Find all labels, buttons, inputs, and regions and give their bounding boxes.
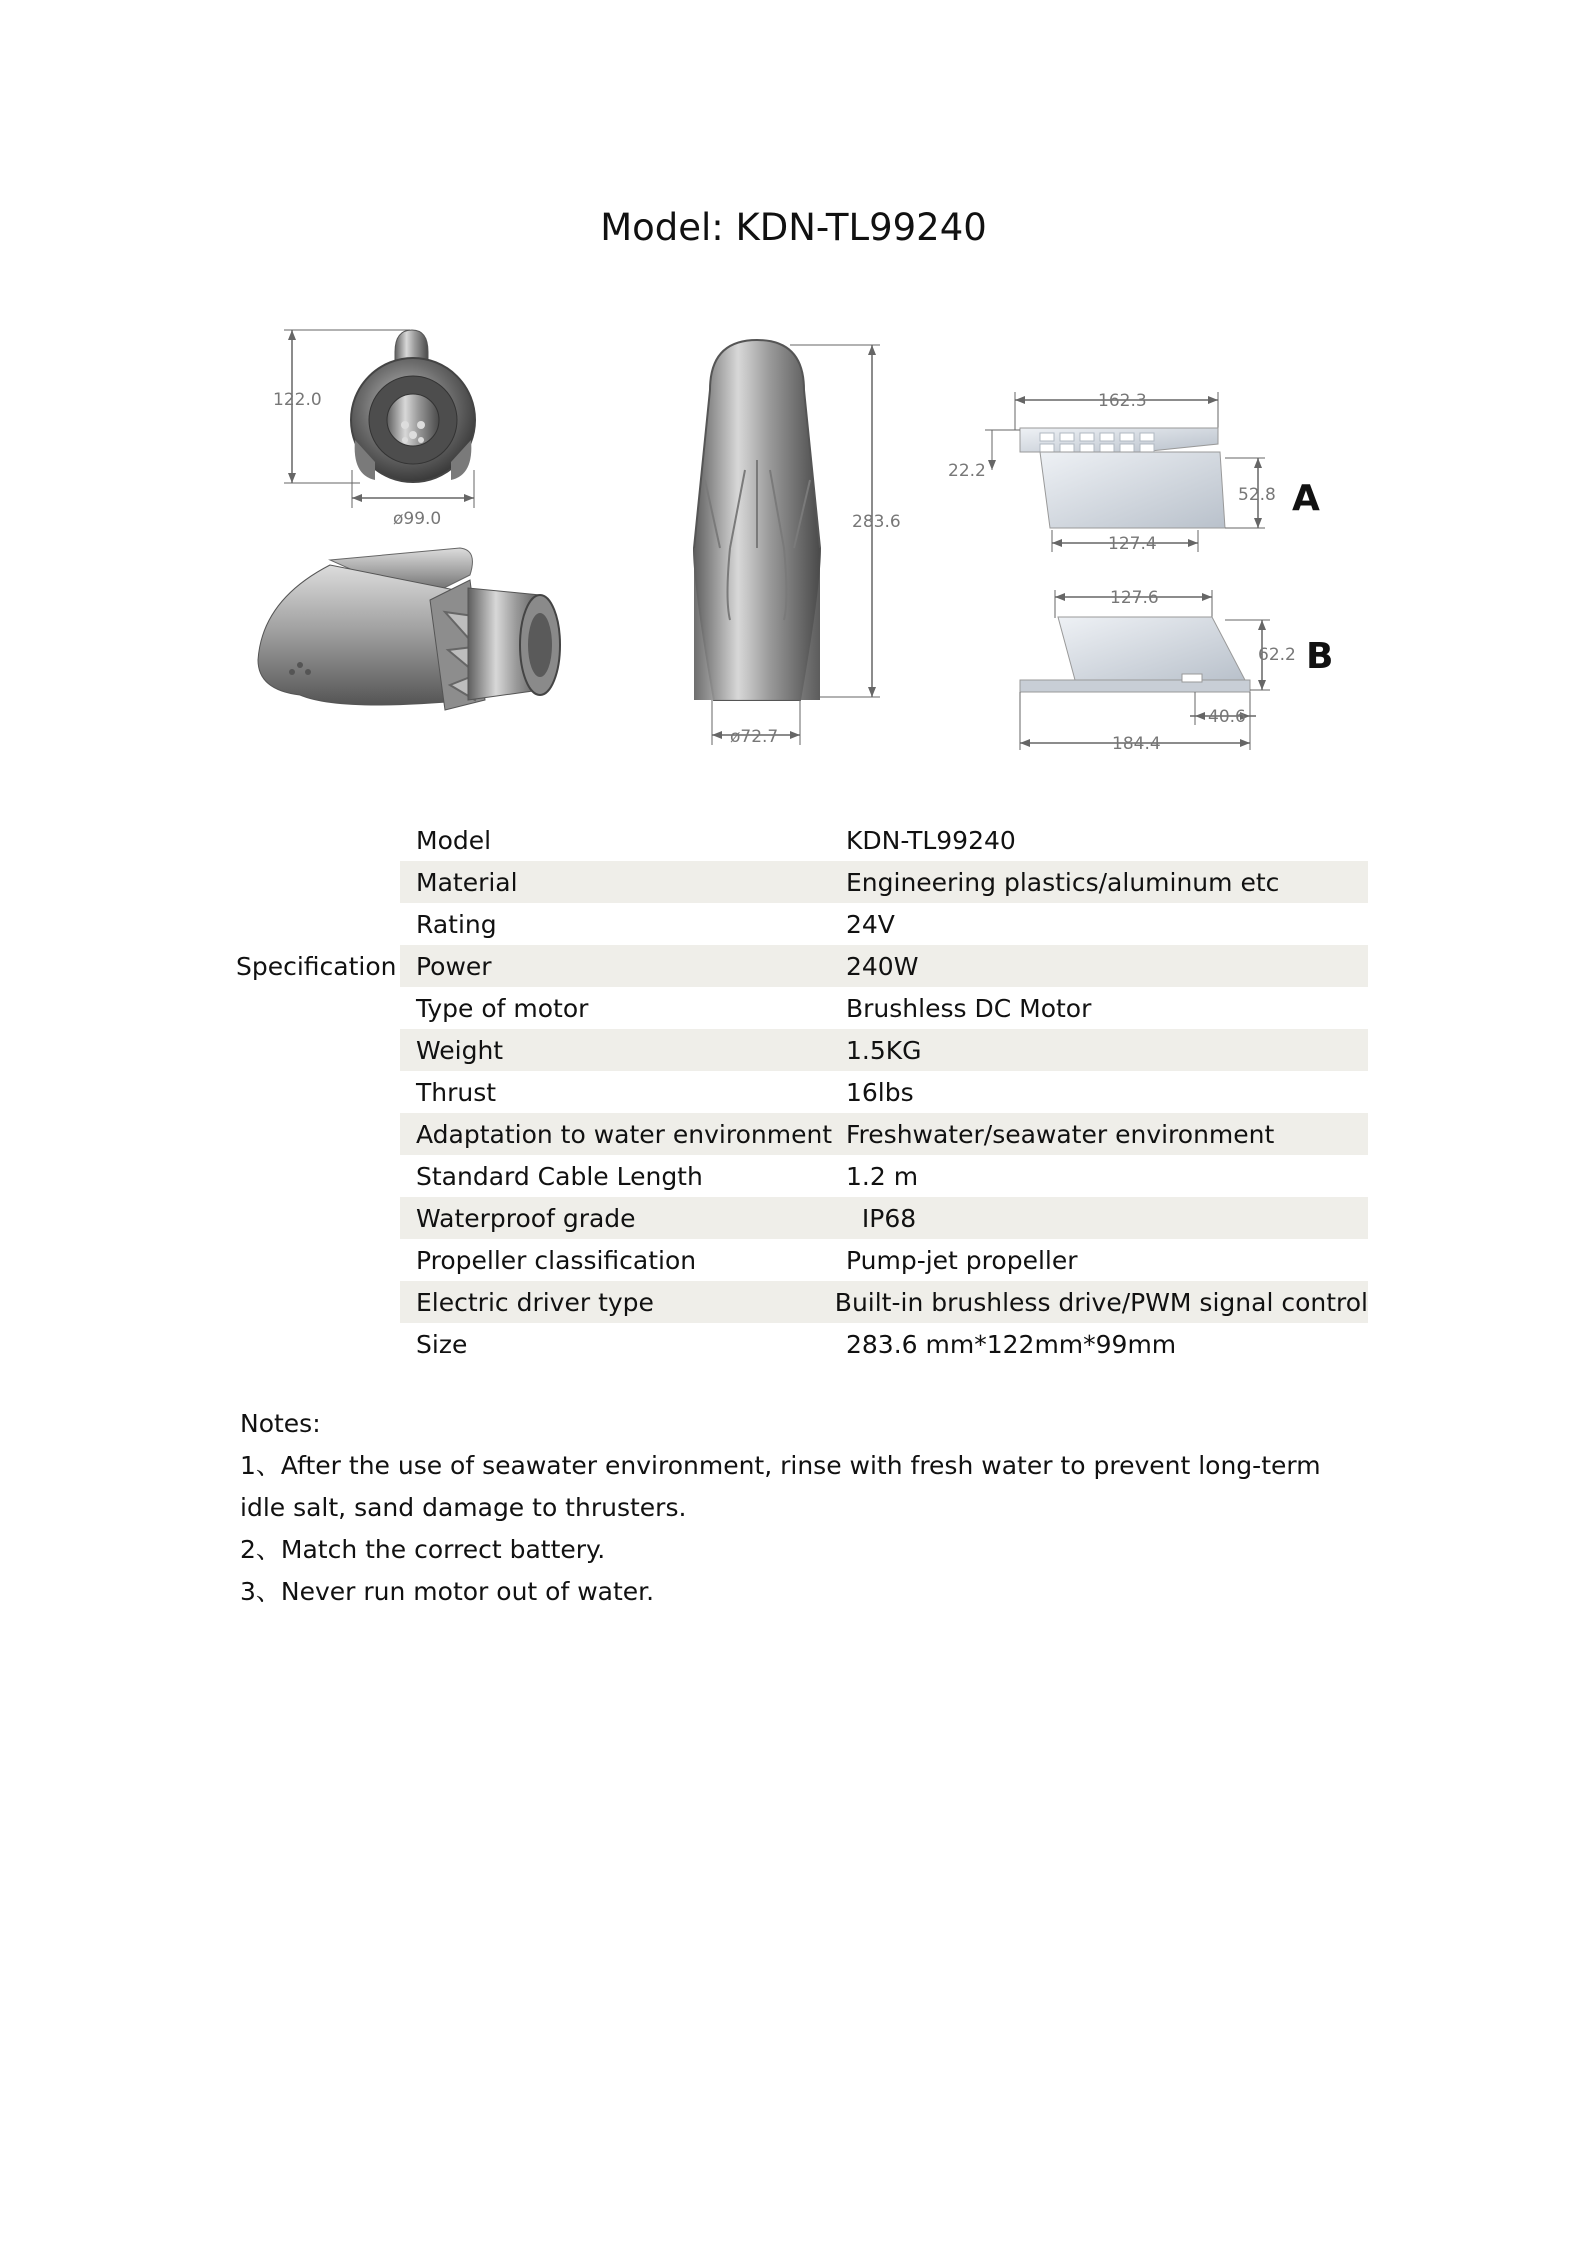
- fin-b-drawing: [1020, 588, 1333, 754]
- spec-key: Type of motor: [416, 993, 589, 1023]
- spec-value: Freshwater/seawater environment: [846, 1119, 1275, 1149]
- fin-a-left-dim: 22.2: [948, 461, 986, 481]
- product-drawings: [0, 0, 1587, 780]
- spec-value: Pump-jet propeller: [846, 1245, 1078, 1275]
- notes-heading: Notes:: [240, 1409, 321, 1438]
- side-diameter-dim: ø72.7: [730, 727, 779, 747]
- table-row: [400, 819, 1368, 861]
- spec-key: Thrust: [416, 1077, 497, 1107]
- spec-value: Engineering plastics/aluminum etc: [846, 867, 1280, 897]
- spec-value: 16lbs: [846, 1077, 914, 1107]
- fin-b-label: B: [1306, 636, 1334, 677]
- fin-b-offset-dim: 40.6: [1208, 707, 1246, 727]
- spec-key: Propeller classification: [416, 1245, 697, 1275]
- note-item: 3、Never run motor out of water.: [240, 1577, 655, 1606]
- fin-a-drawing: [948, 391, 1320, 554]
- table-row: [400, 903, 1368, 945]
- fin-a-top-dim: 162.3: [1098, 391, 1147, 411]
- fin-a-bottom-dim: 127.4: [1108, 534, 1157, 554]
- spec-key: Size: [416, 1329, 468, 1359]
- front-view-drawing: [273, 330, 475, 529]
- fin-a-height-dim: 52.8: [1238, 485, 1276, 505]
- specification-label: Specification: [236, 952, 397, 981]
- fin-a-label: A: [1292, 478, 1320, 519]
- spec-value: 24V: [846, 909, 895, 939]
- spec-table: [400, 819, 1368, 1365]
- spec-key: Rating: [416, 909, 497, 939]
- table-row: [400, 945, 1368, 987]
- side-length-dim: 283.6: [852, 512, 901, 532]
- table-row: [400, 1029, 1368, 1071]
- spec-value: IP68: [846, 1203, 917, 1233]
- table-row: [400, 1281, 1368, 1323]
- spec-value: Built-in brushless drive/PWM signal control: [834, 1287, 1368, 1317]
- spec-value: 283.6 mm*122mm*99mm: [846, 1329, 1177, 1359]
- page-title: Model: KDN-TL99240: [600, 206, 987, 249]
- table-row: [400, 861, 1368, 903]
- spec-value: 1.5KG: [846, 1035, 922, 1065]
- spec-value: 1.2 m: [846, 1161, 919, 1191]
- spec-key: Model: [416, 825, 492, 855]
- table-row: [400, 987, 1368, 1029]
- spec-key: Waterproof grade: [416, 1203, 636, 1233]
- table-row: [400, 1323, 1368, 1365]
- side-view-drawing: [694, 340, 901, 747]
- note-item: 2、Match the correct battery.: [240, 1535, 606, 1564]
- spec-value: 240W: [846, 951, 919, 981]
- front-diameter-dim: ø99.0: [393, 509, 442, 529]
- spec-key: Electric driver type: [416, 1287, 654, 1317]
- fin-b-bottom-dim: 184.4: [1112, 734, 1161, 754]
- table-row: [400, 1113, 1368, 1155]
- spec-key: Weight: [416, 1035, 504, 1065]
- spec-value: KDN-TL99240: [846, 825, 1016, 855]
- spec-key: Standard Cable Length: [416, 1161, 703, 1191]
- table-row: [400, 1197, 1368, 1239]
- table-row: [400, 1071, 1368, 1113]
- spec-value: Brushless DC Motor: [846, 993, 1092, 1023]
- table-row: [400, 1155, 1368, 1197]
- spec-key: Adaptation to water environment: [416, 1119, 833, 1149]
- spec-key: Material: [416, 867, 518, 897]
- notes-section: [240, 1403, 1360, 1613]
- fin-b-height-dim: 62.2: [1258, 645, 1296, 665]
- table-row: [400, 1239, 1368, 1281]
- perspective-view-drawing: [258, 548, 560, 710]
- fin-b-top-dim: 127.6: [1110, 588, 1159, 608]
- spec-key: Power: [416, 951, 492, 981]
- note-item: 1、After the use of seawater environment, rinse with fresh water to prevent long-term idle salt, sand damage to thrusters.: [240, 1451, 1321, 1522]
- front-height-dim: 122.0: [273, 390, 322, 410]
